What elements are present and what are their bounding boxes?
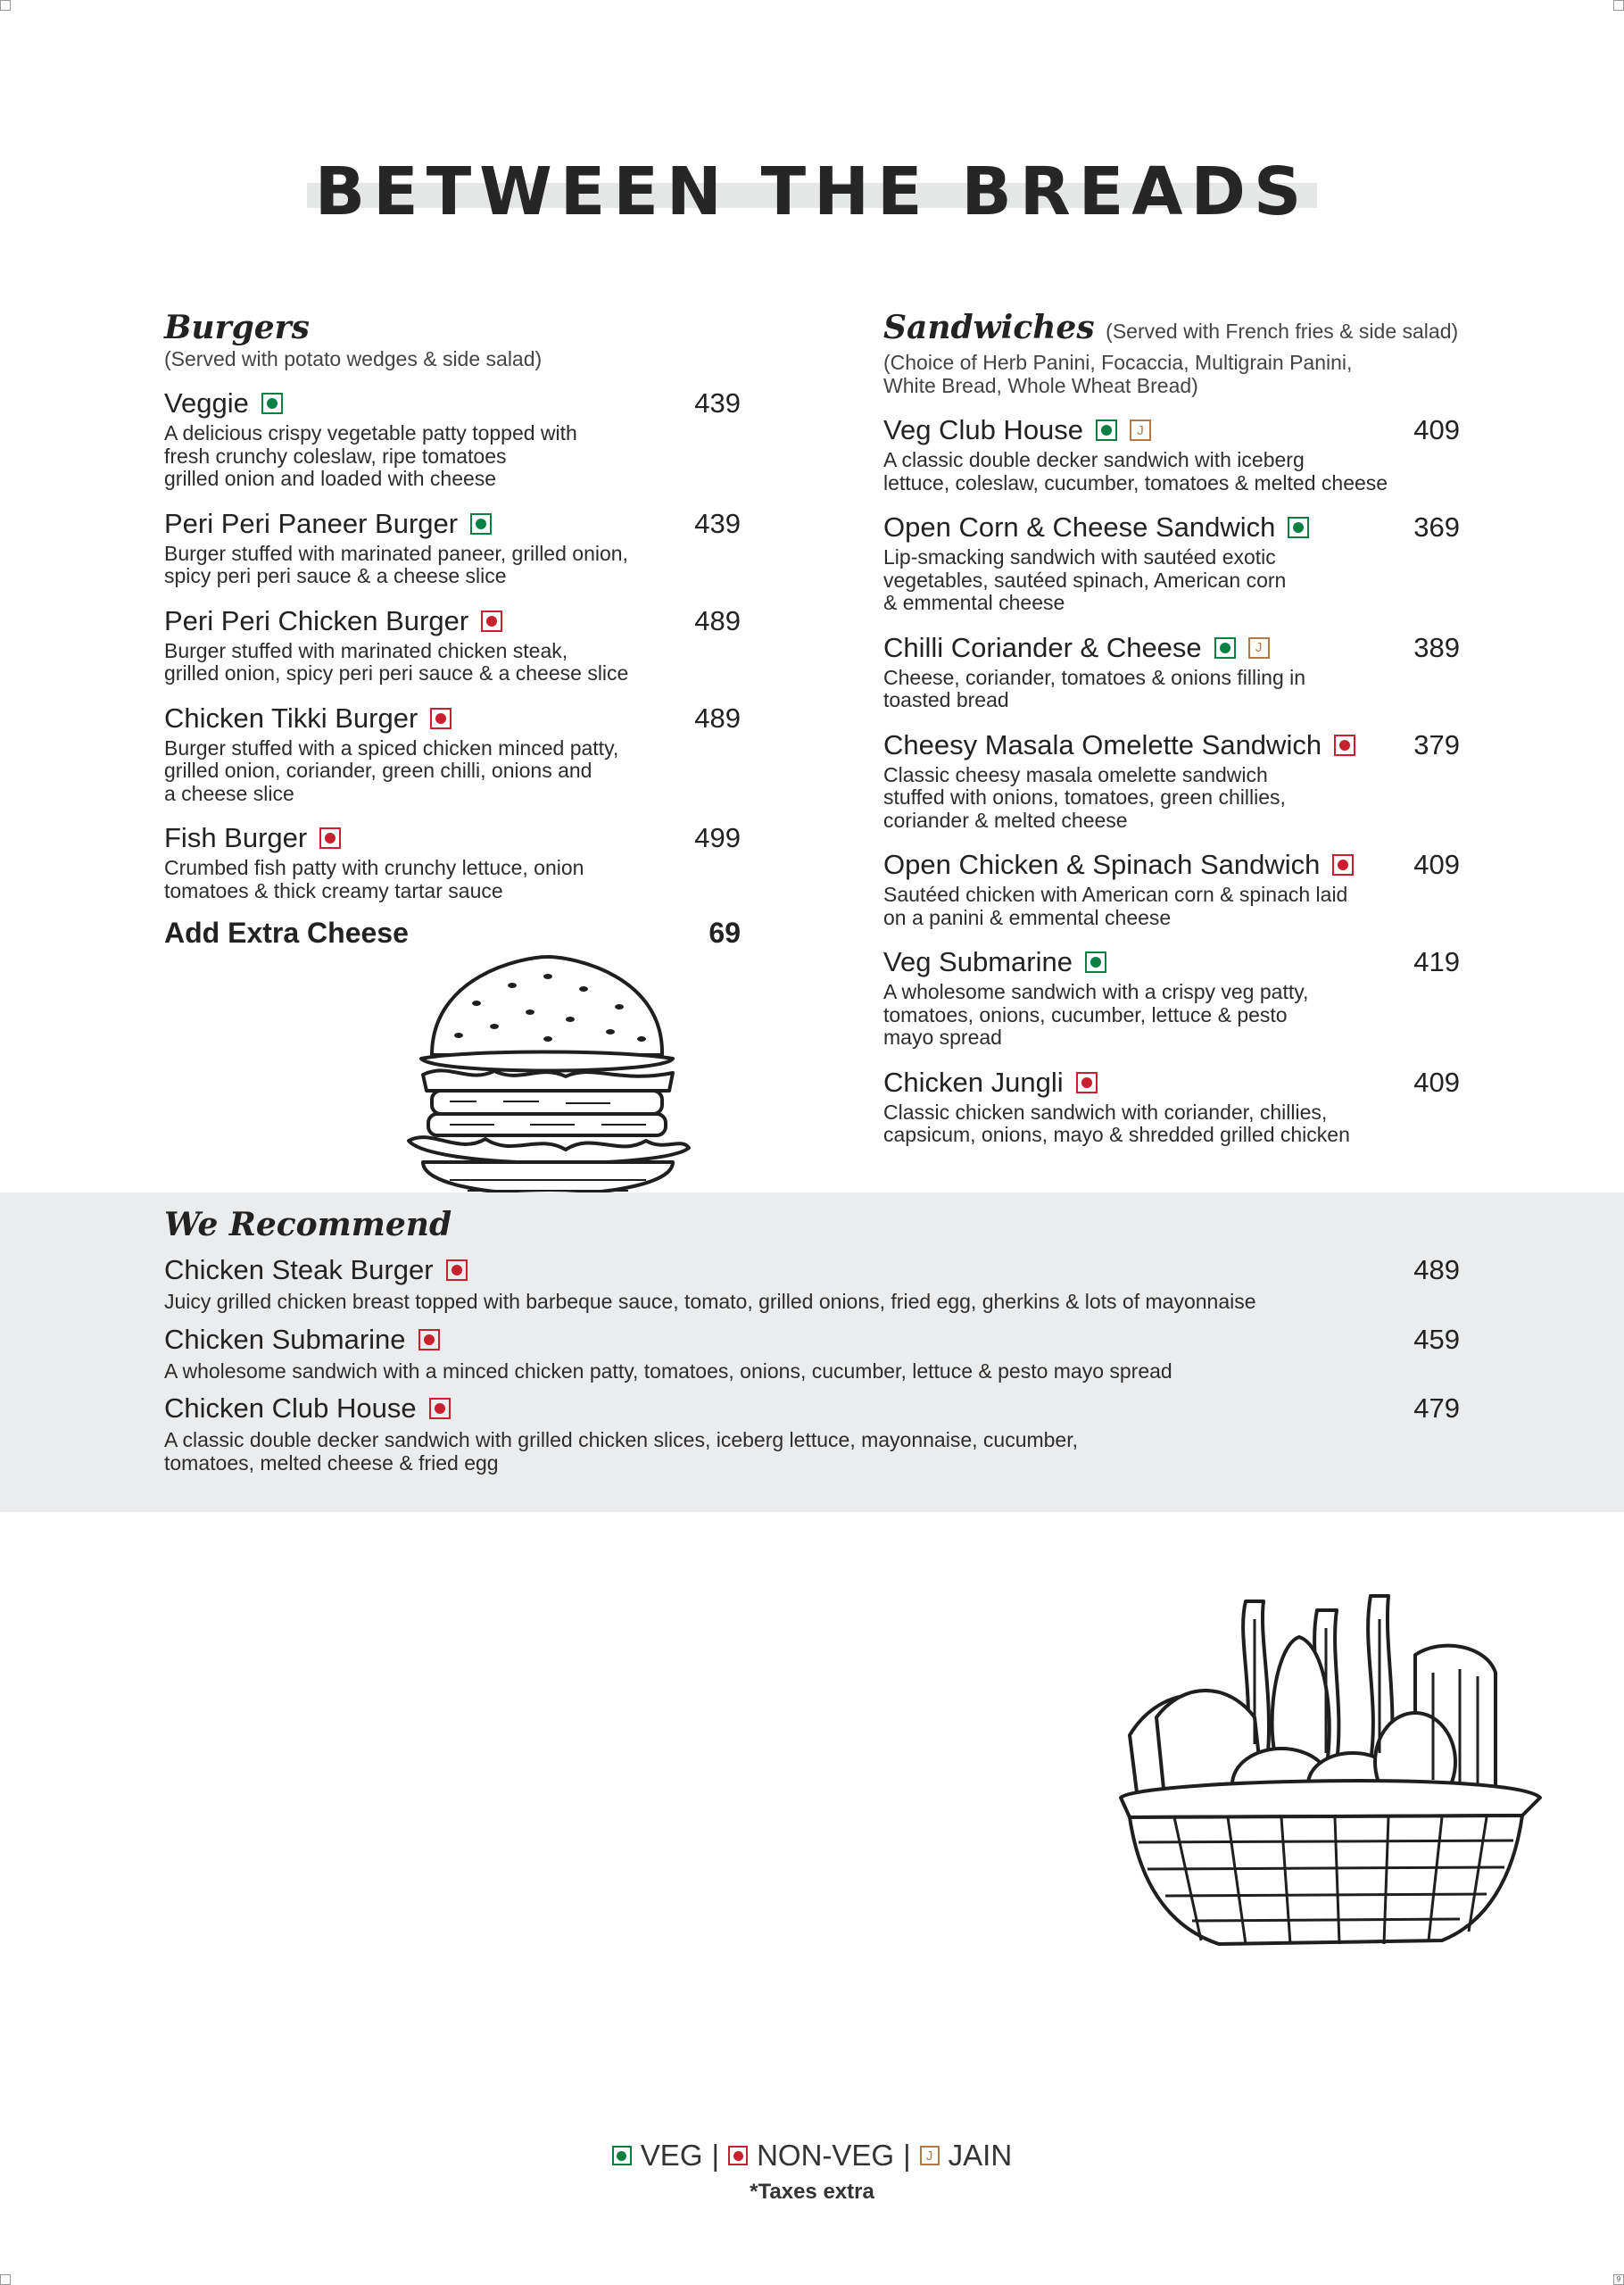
menu-item (164, 386, 741, 491)
description-line: grilled onion, coriander, green chilli, onions and (164, 759, 592, 782)
menu-item-name: Chilli Coriander & Cheese (883, 631, 1202, 663)
bread-basket-illustration (1103, 1583, 1549, 1958)
taxes-footnote: *Taxes extra (750, 2180, 874, 2204)
diet-badges (1085, 951, 1106, 973)
menu-item-name: Chicken Jungli (883, 1066, 1064, 1098)
diet-badges (1334, 735, 1355, 756)
description-line: tomatoes, melted cheese & fried egg (164, 1450, 499, 1475)
menu-item-title (883, 945, 1106, 979)
diet-badges (446, 1259, 468, 1281)
menu-item-row (883, 728, 1460, 762)
non-veg-icon (1334, 735, 1355, 756)
menu-item-title (164, 821, 341, 855)
menu-item-price: 419 (1413, 946, 1460, 977)
menu-item-row (883, 631, 1460, 665)
sandwiches-heading: Sandwiches (883, 309, 1095, 346)
menu-item (164, 1323, 1460, 1383)
menu-item-description (883, 449, 1460, 494)
menu-item-description (164, 543, 741, 588)
page-number: 9 (1613, 2274, 1624, 2285)
menu-item-description (883, 764, 1460, 833)
menu-item-title (883, 631, 1270, 665)
description-line: Crumbed fish patty with crunchy lettuce, onion (164, 856, 584, 879)
sandwiches-choice-line: White Bread, Whole Wheat Bread) (883, 374, 1198, 397)
description-line: Juicy grilled chicken breast topped with barbeque sauce, tomato, grilled onions, fried egg, gherkins & lots of mayonnaise (164, 1290, 1256, 1313)
description-line: lettuce, coleslaw, cucumber, tomatoes & melted cheese (883, 470, 1388, 494)
menu-item-title (883, 728, 1355, 762)
menu-item-row (883, 1066, 1460, 1100)
menu-item-description (883, 884, 1460, 929)
menu-item-row (164, 1323, 1460, 1357)
description-line: Burger stuffed with marinated chicken steak, (164, 638, 568, 662)
menu-item-price: 489 (1413, 1254, 1460, 1285)
burgers-heading: Burgers (164, 309, 310, 346)
menu-item (883, 848, 1460, 929)
menu-item-price: 499 (694, 822, 741, 853)
menu-item (883, 511, 1460, 615)
legend-separator: | (711, 2139, 720, 2172)
diet-badges (481, 611, 502, 632)
menu-item (883, 1066, 1460, 1147)
menu-item-name: Chicken Steak Burger (164, 1254, 434, 1285)
description-line: coriander & melted cheese (883, 808, 1128, 832)
menu-item-row (164, 604, 741, 638)
burger-illustration (396, 950, 696, 1221)
menu-item-name: Open Chicken & Spinach Sandwich (883, 849, 1321, 880)
description-line: spicy peri peri sauce & a cheese slice (164, 564, 507, 587)
menu-item-title (164, 702, 452, 735)
sandwiches-heading-row (883, 308, 1460, 351)
menu-item-row (883, 511, 1460, 544)
description-line: Sautéed chicken with American corn & spinach laid (883, 883, 1348, 906)
menu-item-row (164, 1253, 1460, 1287)
description-line: Classic cheesy masala omelette sandwich (883, 762, 1268, 786)
menu-item-description (164, 1360, 1460, 1383)
menu-item-price: 409 (1413, 1066, 1460, 1098)
recommend-heading: We Recommend (164, 1206, 452, 1243)
non-veg-icon (430, 708, 452, 729)
crop-mark (0, 2274, 11, 2285)
menu-item-name: Peri Peri Paneer Burger (164, 507, 459, 539)
description-line: grilled onion, spicy peri peri sauce & a cheese slice (164, 661, 629, 685)
burger-list (164, 386, 741, 902)
diet-badges (261, 393, 283, 414)
menu-item-name: Open Corn & Cheese Sandwich (883, 511, 1276, 543)
description-line: Burger stuffed with marinated paneer, grilled onion, (164, 541, 628, 565)
legend-veg-label: VEG (640, 2139, 703, 2172)
page-title: BETWEEN THE BREADS (314, 154, 1310, 230)
veg-icon (261, 393, 283, 414)
description-line: capsicum, onions, mayo & shredded grilled chicken (883, 1123, 1350, 1146)
crop-mark (0, 0, 11, 11)
diet-badges (470, 513, 492, 535)
non-veg-icon (481, 611, 502, 632)
menu-item (164, 1253, 1460, 1314)
menu-item-description (164, 640, 741, 686)
menu-item-title (164, 1253, 468, 1287)
sandwiches-section (883, 308, 1460, 1147)
menu-item-row (164, 821, 741, 855)
menu-item-row (164, 507, 741, 541)
menu-item-description (883, 1101, 1460, 1147)
burgers-section (164, 308, 741, 950)
menu-item-row (164, 1392, 1460, 1425)
menu-item (883, 631, 1460, 712)
description-line: stuffed with onions, tomatoes, green chillies, (883, 785, 1286, 809)
jain-icon: J (920, 2146, 940, 2165)
menu-item-name: Chicken Submarine (164, 1323, 406, 1355)
description-line: fresh crunchy coleslaw, ripe tomatoes (164, 444, 507, 468)
description-line: Cheese, coriander, tomatoes & onions filling in (883, 665, 1306, 689)
menu-item (883, 413, 1460, 494)
legend-jain-label: JAIN (948, 2139, 1013, 2172)
description-line: A wholesome sandwich with a minced chicken patty, tomatoes, onions, cucumber, lettuce & pesto mayo spread (164, 1359, 1172, 1383)
menu-item-price: 459 (1413, 1323, 1460, 1355)
menu-item-description (164, 1291, 1460, 1314)
extra-cheese-label: Add Extra Cheese (164, 917, 409, 949)
menu-item-name: Peri Peri Chicken Burger (164, 604, 469, 636)
menu-item (164, 1392, 1460, 1475)
menu-item (164, 507, 741, 588)
menu-item-price: 389 (1413, 631, 1460, 663)
menu-item (164, 604, 741, 686)
diet-badges (1076, 1072, 1098, 1093)
menu-item-name: Chicken Club House (164, 1392, 417, 1424)
legend-nonveg-label: NON-VEG (757, 2139, 895, 2172)
extra-cheese-price: 69 (708, 917, 741, 949)
diet-badges (430, 708, 452, 729)
jain-icon: J (1248, 637, 1270, 659)
non-veg-icon (728, 2146, 748, 2165)
menu-item-price: 409 (1413, 414, 1460, 445)
menu-item-row (883, 945, 1460, 979)
burgers-subtitle: (Served with potato wedges & side salad) (164, 347, 543, 370)
veg-icon (1214, 637, 1236, 659)
description-line: toasted bread (883, 688, 1009, 711)
menu-item-name: Chicken Tikki Burger (164, 702, 418, 734)
menu-item-title (883, 413, 1151, 447)
description-line: grilled onion and loaded with cheese (164, 467, 497, 490)
jain-icon: J (1130, 420, 1151, 441)
menu-item-description (164, 422, 741, 491)
description-line: mayo spread (883, 1026, 1002, 1049)
non-veg-icon (1076, 1072, 1098, 1093)
non-veg-icon (446, 1259, 468, 1281)
recommend-section (164, 1205, 1460, 1475)
description-line: on a panini & emmental cheese (883, 905, 1172, 929)
sandwiches-subtitle: (Served with French fries & side salad) (1106, 320, 1459, 343)
veg-icon (1096, 420, 1117, 441)
diet-badges (1332, 854, 1354, 876)
diet-legend (0, 2139, 1624, 2173)
legend-separator: | (903, 2139, 911, 2172)
menu-item-row (164, 386, 741, 420)
menu-item-title (883, 1066, 1098, 1100)
menu-item-title (164, 1323, 440, 1357)
menu-item-title (883, 848, 1354, 882)
menu-item-title (883, 511, 1309, 544)
menu-item-description (883, 546, 1460, 615)
menu-item (883, 945, 1460, 1050)
menu-item-price: 439 (694, 507, 741, 539)
menu-item-row (164, 702, 741, 735)
description-line: A classic double decker sandwich with iceberg (883, 448, 1305, 471)
veg-icon (470, 513, 492, 535)
non-veg-icon (429, 1398, 451, 1419)
non-veg-icon (319, 827, 341, 849)
menu-item-price: 379 (1413, 728, 1460, 760)
diet-badges (429, 1398, 451, 1419)
diet-badges (1096, 420, 1151, 441)
sandwich-list (883, 413, 1460, 1147)
menu-item-title (164, 386, 283, 420)
diet-badges (418, 1329, 440, 1350)
menu-item-price: 369 (1413, 511, 1460, 543)
veg-icon (1288, 517, 1309, 538)
menu-item-price: 489 (694, 702, 741, 734)
menu-item-description (883, 667, 1460, 712)
veg-icon (1085, 951, 1106, 973)
description-line: tomatoes & thick creamy tartar sauce (164, 878, 503, 902)
diet-badges (1288, 517, 1309, 538)
description-line: & emmental cheese (883, 591, 1065, 614)
menu-item-title (164, 604, 502, 638)
menu-item-name: Cheesy Masala Omelette Sandwich (883, 728, 1322, 760)
description-line: a cheese slice (164, 781, 294, 805)
diet-badges (319, 827, 341, 849)
menu-item-price: 409 (1413, 849, 1460, 880)
diet-badges (1214, 637, 1270, 659)
description-line: A classic double decker sandwich with grilled chicken slices, iceberg lettuce, mayonnaise, cucumber, (164, 1428, 1079, 1451)
menu-item-name: Veg Submarine (883, 946, 1073, 977)
description-line: tomatoes, onions, cucumber, lettuce & pesto (883, 1002, 1288, 1026)
description-line: Lip-smacking sandwich with sautéed exotic (883, 545, 1276, 569)
menu-item (883, 728, 1460, 833)
recommend-list (164, 1253, 1460, 1475)
menu-item-description (883, 981, 1460, 1050)
description-line: A delicious crispy vegetable patty topped with (164, 421, 577, 445)
menu-item-row (883, 413, 1460, 447)
non-veg-icon (1332, 854, 1354, 876)
extra-cheese-row (164, 917, 741, 950)
menu-item (164, 821, 741, 902)
sandwiches-choice-line: (Choice of Herb Panini, Focaccia, Multigrain Panini, (883, 351, 1353, 374)
menu-item-row (883, 848, 1460, 882)
menu-item-description (164, 857, 741, 902)
menu-item-name: Veggie (164, 387, 249, 419)
crop-mark (1613, 0, 1624, 11)
menu-item-description (164, 737, 741, 806)
menu-item-title (164, 1392, 451, 1425)
menu-item-price: 489 (694, 604, 741, 636)
menu-item-title (164, 507, 492, 541)
description-line: Burger stuffed with a spiced chicken minced patty, (164, 735, 619, 760)
veg-icon (612, 2146, 632, 2165)
menu-item-description (164, 1429, 1460, 1475)
menu-item (164, 702, 741, 806)
menu-item-name: Fish Burger (164, 822, 308, 853)
description-line: vegetables, sautéed spinach, American corn (883, 568, 1287, 592)
description-line: Classic chicken sandwich with coriander, chillies, (883, 1100, 1328, 1124)
menu-item-price: 479 (1413, 1392, 1460, 1424)
menu-item-price: 439 (694, 387, 741, 419)
non-veg-icon (418, 1329, 440, 1350)
description-line: A wholesome sandwich with a crispy veg patty, (883, 980, 1309, 1003)
menu-item-name: Veg Club House (883, 414, 1084, 445)
